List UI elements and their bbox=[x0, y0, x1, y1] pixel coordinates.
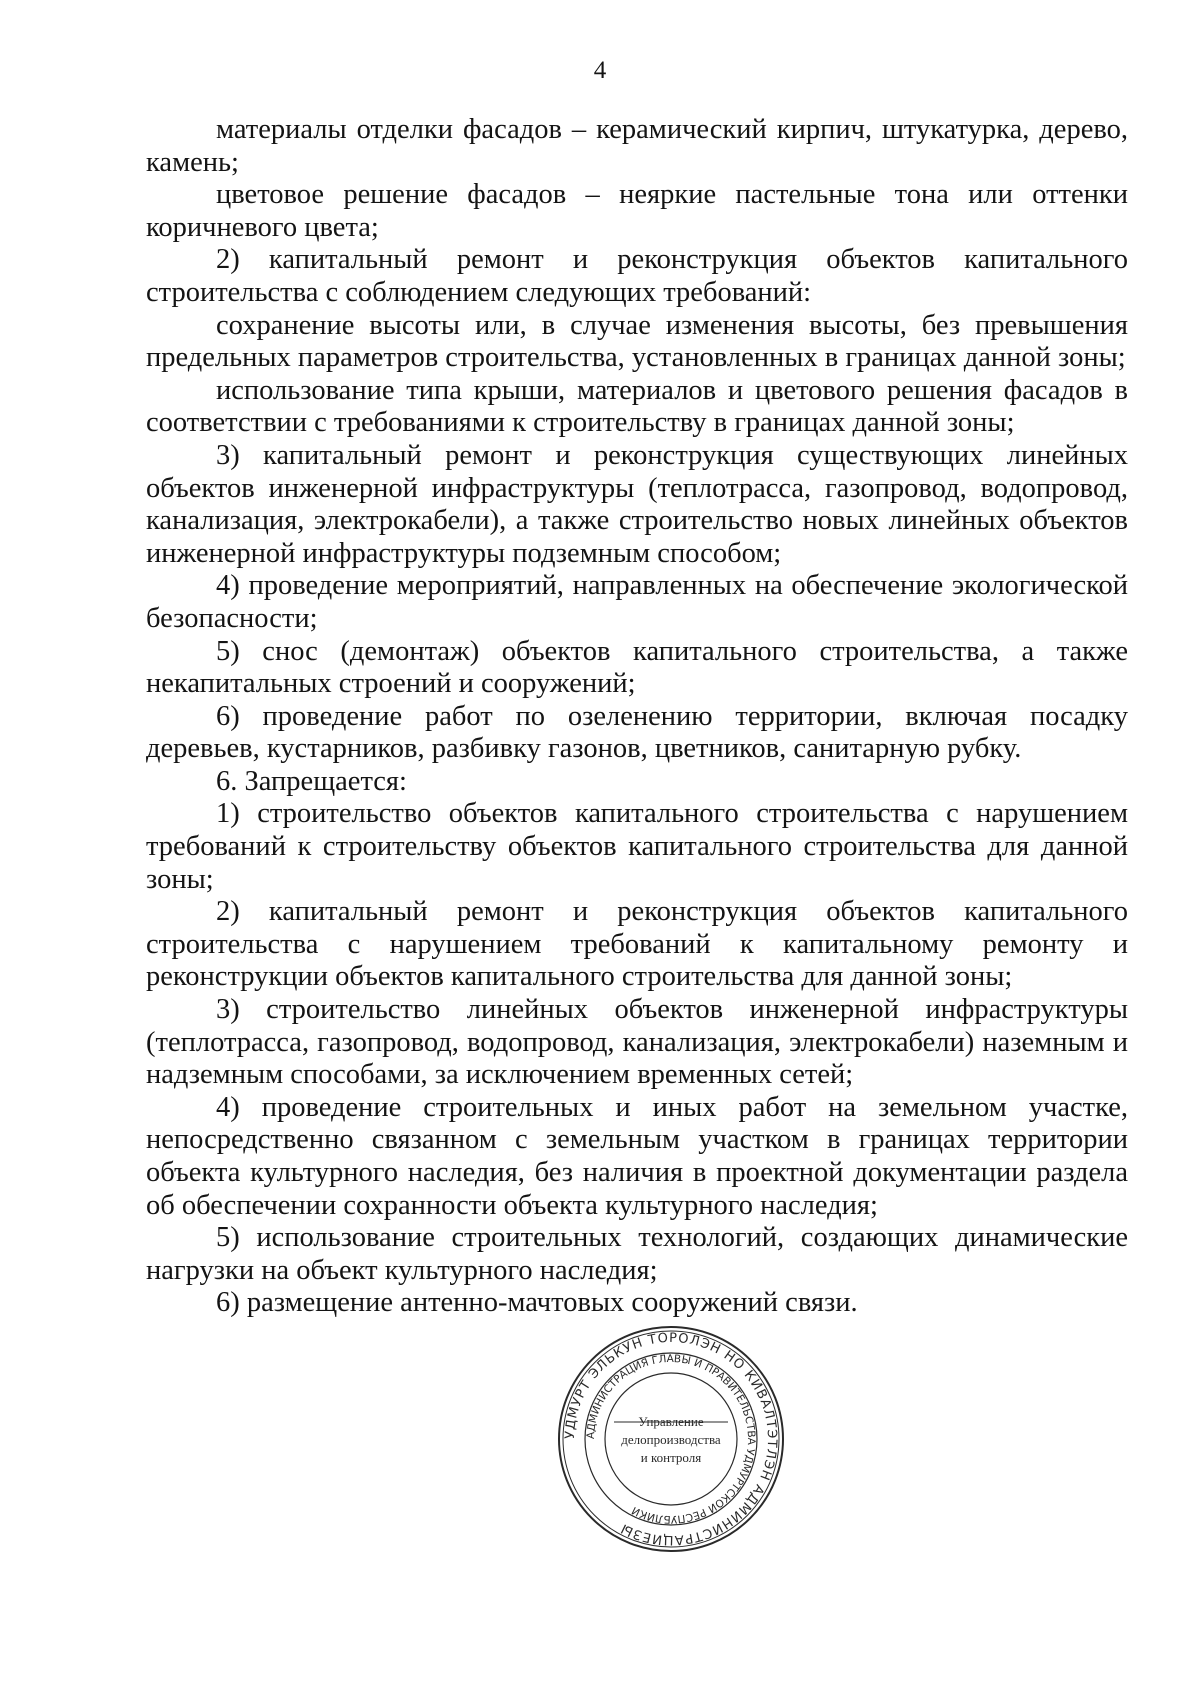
seal-center-line-2: делопроизводства bbox=[621, 1432, 721, 1447]
paragraph: 4) проведение мероприятий, направленных на обеспечение экологической безопасности; bbox=[146, 570, 1128, 634]
paragraph: цветовое решение фасадов – неяркие пастельные тона или оттенки коричневого цвета; bbox=[146, 179, 1128, 243]
paragraph: материалы отделки фасадов – керамический кирпич, штукатурка, дерево, камень; bbox=[146, 114, 1128, 178]
page-number: 4 bbox=[593, 57, 607, 84]
paragraph: 3) строительство линейных объектов инженерной инфраструктуры (теплотрасса, газопровод, водопровод, канализация, электрокабели) наземным и надземным способами, за исключением временных сетей; bbox=[146, 994, 1128, 1091]
seal-outer-text: УДМУРТ ЭЛЬКУН ТОРОЛЭН НО КИВАЛТЭТЛЭН АДМИНИСТРАЦИЕЗЫ bbox=[562, 1330, 780, 1548]
paragraph: 2) капитальный ремонт и реконструкция объектов капитального строительства с нарушением требований к капитальному ремонту и реконструкции объектов капитального строительства для данной зоны; bbox=[146, 896, 1128, 993]
seal-center-line-1: Управление bbox=[638, 1414, 704, 1429]
document-body bbox=[146, 114, 1128, 1320]
paragraph: 4) проведение строительных и иных работ на земельном участке, непосредственно связанном с земельным участком в границах территории объекта культурного наследия, без наличия в проектной документации раздела об обеспечении сохранности объекта культурного наследия; bbox=[146, 1091, 1128, 1221]
paragraph: использование типа крыши, материалов и цветового решения фасадов в соответствии с требованиями к строительству в границах данной зоны; bbox=[146, 374, 1128, 439]
seal-inner-text: АДМИНИСТРАЦИЯ ГЛАВЫ И ПРАВИТЕЛЬСТВА УДМУРТСКОЙ РЕСПУБЛИКИ bbox=[584, 1352, 758, 1526]
section-heading: 6. Запрещается: bbox=[216, 765, 407, 797]
paragraph: 6) проведение работ по озеленению территории, включая посадку деревьев, кустарников, разбивку газонов, цветников, санитарную рубку. bbox=[146, 700, 1128, 765]
official-seal bbox=[556, 1324, 786, 1554]
paragraph: сохранение высоты или, в случае изменения высоты, без превышения предельных параметров строительства, установленных в границах данной зоны; bbox=[146, 309, 1128, 374]
paragraph: 5) использование строительных технологий, создающих динамические нагрузки на объект культурного наследия; bbox=[146, 1222, 1128, 1286]
paragraph: 5) снос (демонтаж) объектов капитального строительства, а также некапитальных строений и сооружений; bbox=[146, 635, 1128, 700]
seal-center-line-3: и контроля bbox=[640, 1450, 702, 1465]
paragraph: 3) капитальный ремонт и реконструкция существующих линейных объектов инженерной инфраструктуры (теплотрасса, газопровод, водопровод, канализация, электрокабели), а также строительство новых линейных объектов инженерной инфраструктуры подземным способом; bbox=[146, 439, 1128, 569]
paragraph: 2) капитальный ремонт и реконструкция объектов капитального строительства с соблюдением следующих требований: bbox=[146, 244, 1128, 308]
paragraph: 1) строительство объектов капитального строительства с нарушением требований к строительству объектов капитального строительства для данной зоны; bbox=[146, 798, 1128, 895]
paragraph: 6) размещение антенно-мачтовых сооружений связи. bbox=[216, 1287, 858, 1319]
